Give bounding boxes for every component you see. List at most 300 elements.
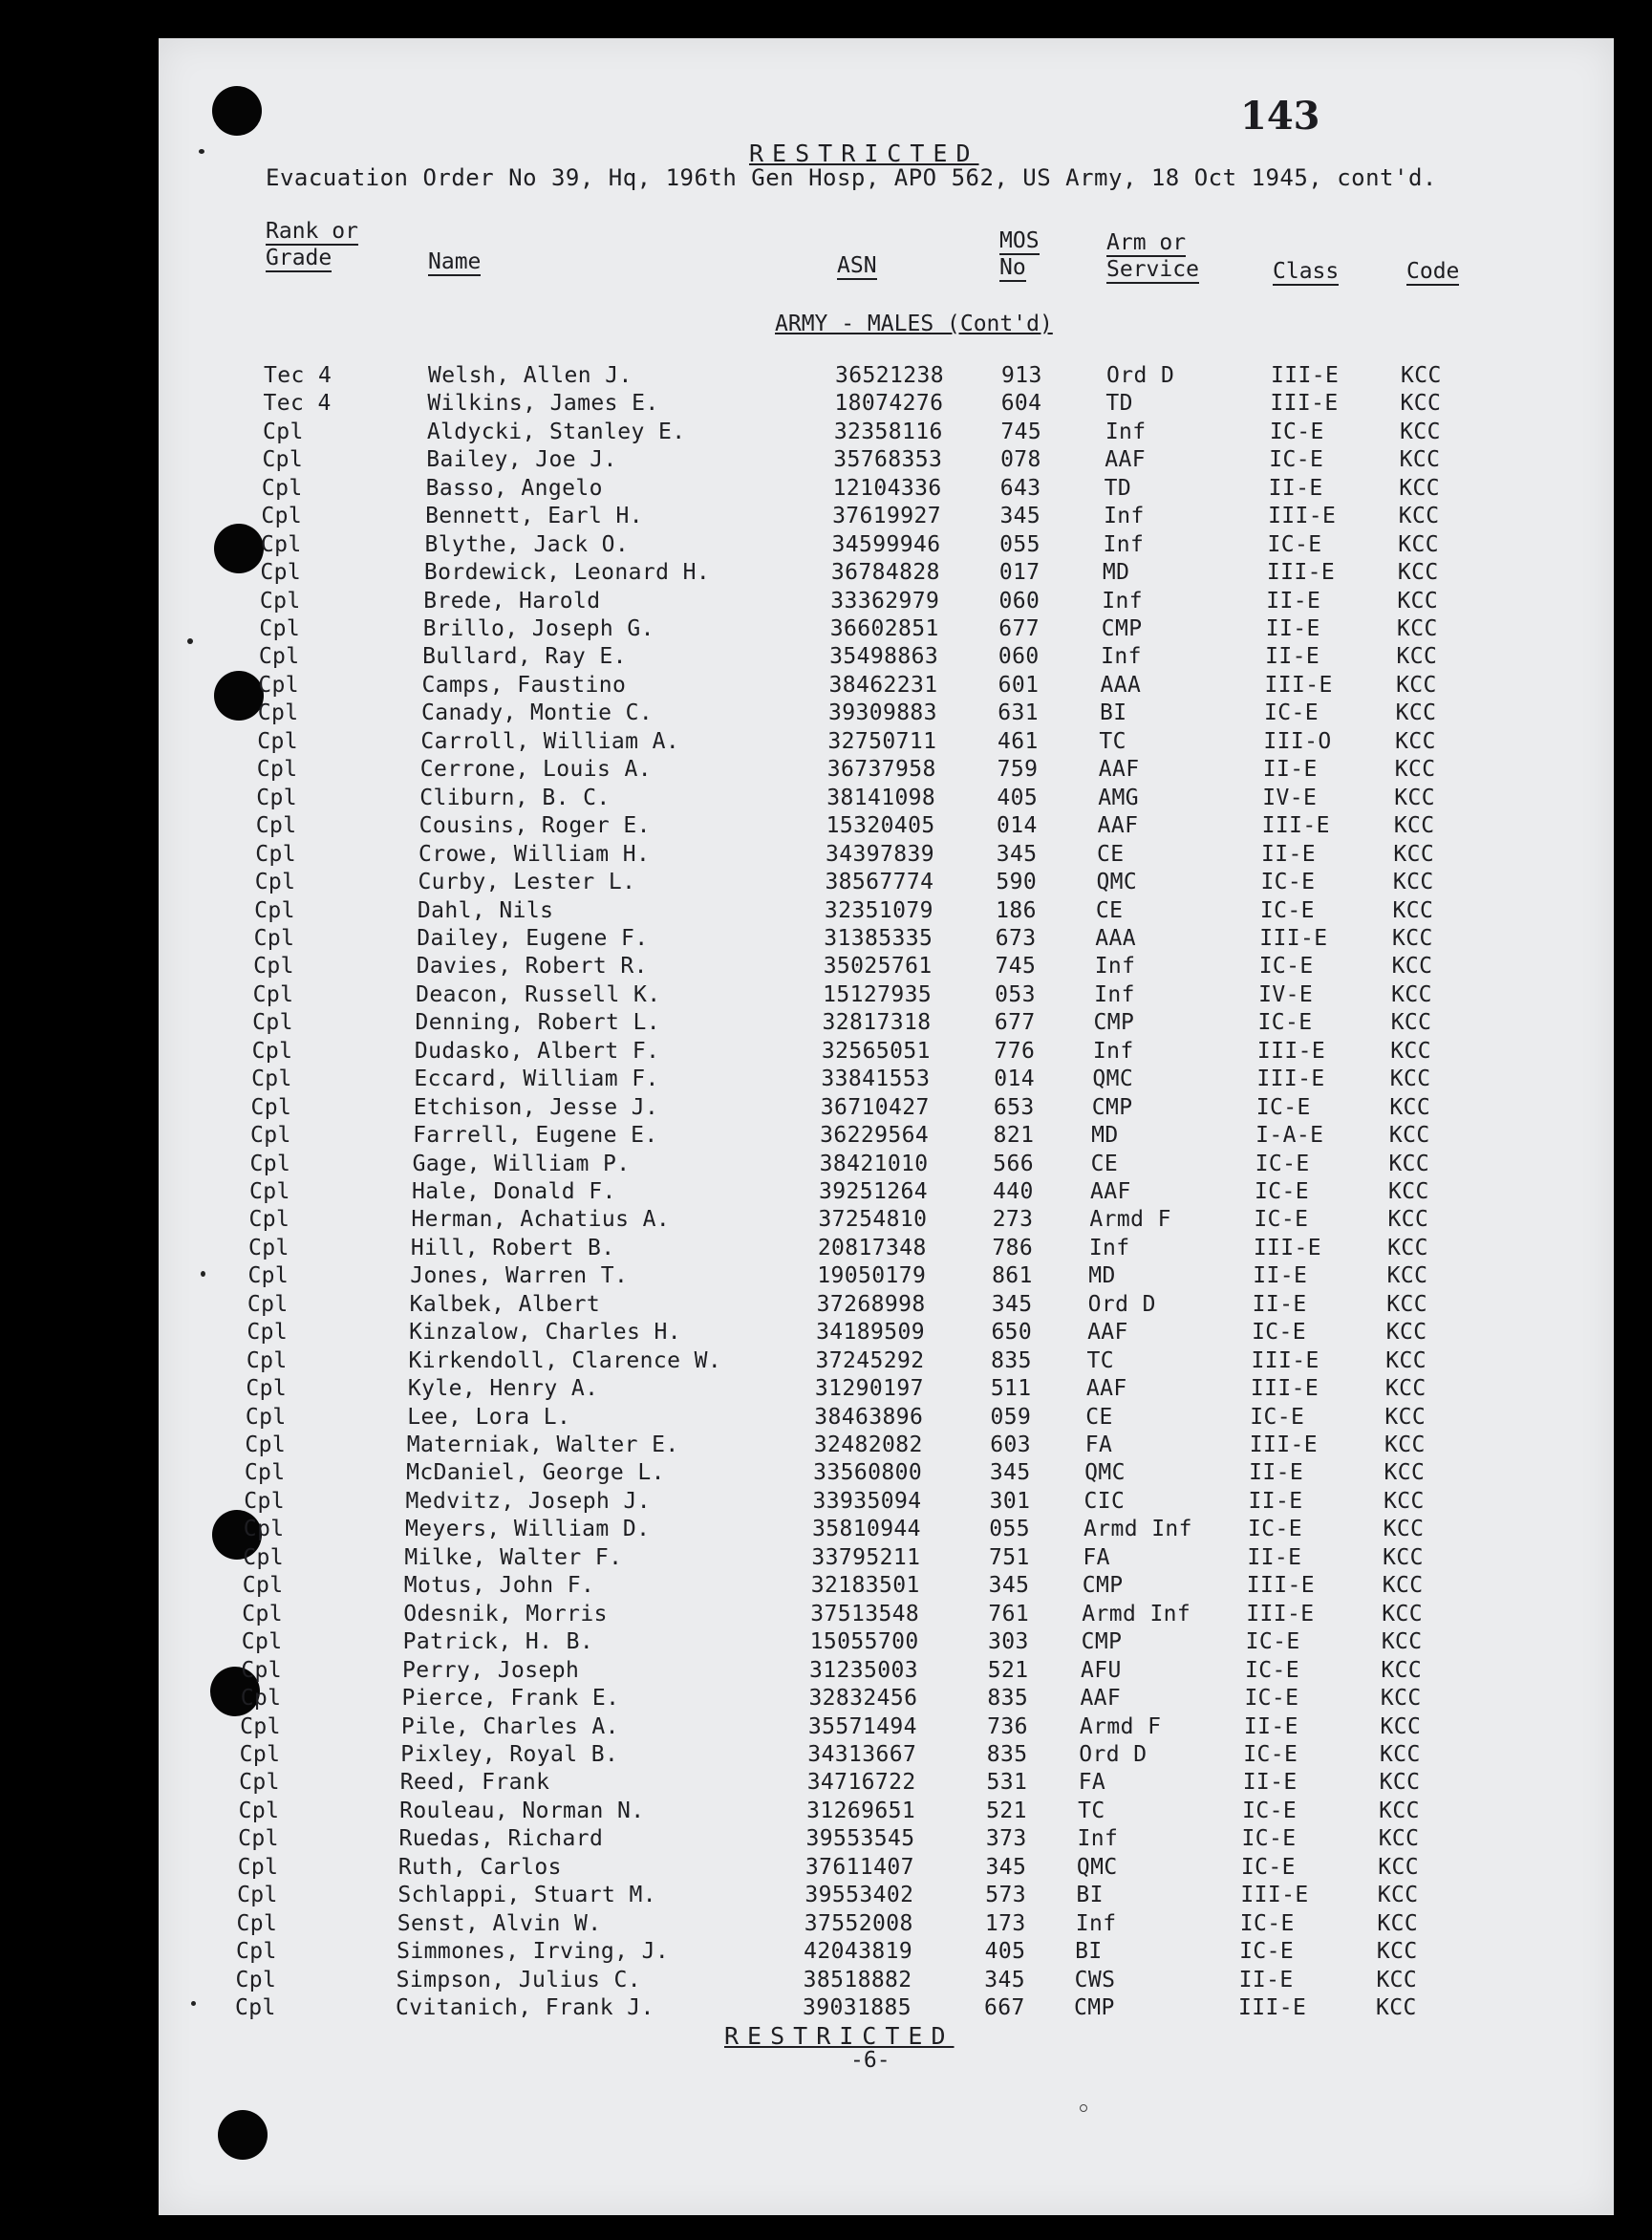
arm-cell: AAF — [1080, 1686, 1122, 1712]
name-cell: McDaniel, George L. — [406, 1460, 665, 1486]
class-cell: IC-E — [1245, 1629, 1300, 1655]
column-header-rank-text: Rank or Grade — [266, 219, 358, 270]
name-cell: Jones, Warren T. — [410, 1263, 629, 1289]
asn-cell: 39553545 — [805, 1826, 915, 1852]
name-cell: Pierce, Frank E. — [401, 1686, 620, 1712]
asn-cell: 15055700 — [809, 1629, 919, 1655]
asn-cell: 38567774 — [825, 870, 934, 895]
mos-cell: 055 — [999, 531, 1041, 557]
rank-cell: Cpl — [257, 728, 299, 754]
code-cell: KCC — [1378, 1826, 1420, 1852]
rank-cell: Cpl — [243, 1544, 285, 1570]
arm-cell: QMC — [1096, 870, 1138, 895]
rank-cell: Cpl — [260, 560, 302, 586]
code-cell: KCC — [1383, 1544, 1424, 1570]
class-cell: III-E — [1246, 1573, 1316, 1599]
class-cell: II-E — [1253, 1263, 1308, 1289]
code-cell: KCC — [1393, 813, 1435, 839]
class-cell: IC-E — [1255, 1179, 1309, 1204]
arm-cell: CE — [1097, 841, 1125, 867]
table-row — [0, 898, 1652, 926]
mos-cell: 603 — [990, 1432, 1031, 1458]
code-cell: KCC — [1389, 1094, 1431, 1120]
asn-cell: 38421010 — [819, 1151, 929, 1176]
arm-cell: AAF — [1085, 1376, 1127, 1402]
code-cell: KCC — [1384, 1376, 1427, 1402]
class-cell: III-E — [1251, 1347, 1319, 1373]
class-cell: IV-E — [1258, 981, 1314, 1007]
asn-cell: 35025761 — [823, 954, 933, 980]
rank-cell: Cpl — [252, 1010, 293, 1036]
code-cell: KCC — [1395, 728, 1436, 754]
arm-cell: AAF — [1087, 1320, 1128, 1346]
table-row — [0, 926, 1652, 954]
table-row — [0, 729, 1652, 757]
name-cell: Meyers, William D. — [404, 1517, 651, 1542]
name-cell: Pile, Charles A. — [400, 1713, 619, 1739]
name-cell: Kirkendoll, Clarence W. — [408, 1347, 722, 1373]
rank-cell: Cpl — [254, 897, 295, 923]
name-cell: Farrell, Eugene E. — [413, 1123, 658, 1149]
name-cell: Aldycki, Stanley E. — [426, 419, 686, 444]
mos-cell: 601 — [998, 672, 1040, 698]
code-cell: KCC — [1398, 531, 1440, 557]
asn-cell: 36521238 — [835, 363, 944, 388]
table-row — [0, 504, 1652, 531]
asn-cell: 31269651 — [806, 1798, 916, 1823]
mos-cell: 014 — [997, 813, 1038, 839]
mos-cell: 405 — [997, 785, 1039, 810]
asn-cell: 37268998 — [816, 1291, 926, 1317]
rank-cell: Cpl — [246, 1376, 288, 1402]
code-cell: KCC — [1386, 1291, 1427, 1317]
mos-cell: 835 — [987, 1686, 1029, 1712]
arm-cell: CMP — [1091, 1094, 1133, 1120]
mos-cell: 751 — [988, 1544, 1030, 1570]
table-row — [0, 1770, 1652, 1798]
name-cell: Milke, Walter F. — [404, 1544, 623, 1570]
class-cell: IC-E — [1250, 1404, 1305, 1430]
class-cell: III-E — [1256, 1066, 1325, 1092]
table-row — [0, 842, 1652, 870]
table-row — [0, 1348, 1652, 1376]
class-cell: III-E — [1268, 504, 1337, 529]
asn-cell: 32750711 — [827, 728, 937, 754]
arm-cell: QMC — [1076, 1854, 1118, 1880]
mos-cell: 014 — [994, 1066, 1035, 1092]
class-cell: IC-E — [1242, 1798, 1298, 1823]
code-cell: KCC — [1387, 1207, 1429, 1233]
rank-cell: Cpl — [239, 1741, 281, 1767]
asn-cell: 32351079 — [824, 897, 933, 923]
class-cell: IC-E — [1269, 447, 1324, 473]
class-cell: III-E — [1246, 1601, 1315, 1626]
table-row — [0, 1460, 1652, 1488]
rank-cell: Cpl — [255, 841, 296, 867]
footer-page-number: -6- — [850, 2048, 890, 2073]
code-cell: KCC — [1396, 672, 1437, 698]
code-cell: KCC — [1397, 588, 1439, 614]
asn-cell: 42043819 — [804, 1939, 913, 1965]
name-cell: Bordewick, Leonard H. — [423, 560, 711, 586]
document-title: Evacuation Order No 39, Hq, 196th Gen Hosp, APO 562, US Army, 18 Oct 1945, cont'd. — [266, 164, 1437, 191]
class-cell: IC-E — [1243, 1741, 1298, 1767]
rank-cell: Cpl — [247, 1263, 290, 1289]
class-cell: II-E — [1243, 1713, 1298, 1739]
mos-cell: 511 — [990, 1376, 1032, 1402]
column-header-class-text: Class — [1273, 259, 1340, 284]
code-cell: KCC — [1399, 447, 1441, 473]
name-cell: Cliburn, B. C. — [419, 785, 611, 810]
name-cell: Carroll, William A. — [420, 728, 680, 754]
asn-cell: 33841553 — [821, 1066, 931, 1092]
asn-cell: 35571494 — [807, 1713, 917, 1739]
mos-cell: 521 — [986, 1798, 1027, 1823]
code-cell: KCC — [1379, 1798, 1420, 1823]
table-row — [0, 1573, 1652, 1601]
mos-cell: 861 — [992, 1263, 1033, 1289]
mos-cell: 345 — [988, 1573, 1030, 1599]
code-cell: KCC — [1380, 1713, 1422, 1739]
code-cell: KCC — [1392, 925, 1433, 951]
table-row — [0, 1039, 1652, 1066]
table-row — [0, 1629, 1652, 1657]
rank-cell: Cpl — [253, 954, 294, 980]
code-cell: KCC — [1382, 1573, 1424, 1599]
arm-cell: BI — [1099, 700, 1127, 726]
code-cell: KCC — [1385, 1347, 1427, 1373]
class-cell: IC-E — [1255, 1094, 1311, 1120]
rank-cell: Tec 4 — [263, 391, 332, 417]
name-cell: Simmones, Irving, J. — [397, 1939, 670, 1965]
table-row — [0, 786, 1652, 813]
table-row — [0, 1010, 1652, 1038]
table-row — [0, 1602, 1652, 1629]
table-row — [0, 673, 1652, 700]
table-row — [0, 1686, 1652, 1713]
class-cell: II-E — [1248, 1488, 1303, 1514]
arm-cell: Inf — [1103, 531, 1145, 557]
arm-cell: Armd Inf — [1082, 1601, 1191, 1626]
mos-cell: 017 — [998, 560, 1041, 586]
asn-cell: 36602851 — [829, 616, 939, 642]
class-cell: III-E — [1264, 672, 1333, 698]
class-cell: III-E — [1270, 391, 1339, 417]
mos-cell: 759 — [997, 757, 1039, 783]
asn-cell: 39031885 — [803, 1995, 912, 2020]
arm-cell: AMG — [1098, 785, 1139, 810]
asn-cell: 31385335 — [824, 925, 933, 951]
class-cell: II-E — [1262, 757, 1318, 783]
table-row — [0, 1798, 1652, 1826]
mos-cell: 650 — [991, 1320, 1033, 1346]
name-cell: Crowe, William H. — [418, 841, 651, 867]
table-row — [0, 1123, 1652, 1151]
arm-cell: TD — [1104, 475, 1132, 501]
table-row — [0, 644, 1652, 672]
asn-cell: 32565051 — [821, 1038, 931, 1064]
class-cell: IC-E — [1258, 954, 1314, 980]
rank-cell: Cpl — [249, 1151, 291, 1176]
code-cell: KCC — [1381, 1657, 1423, 1683]
restricted-footer: RESTRICTED — [724, 2022, 955, 2050]
rank-cell: Cpl — [241, 1657, 282, 1683]
asn-cell: 34716722 — [806, 1770, 916, 1796]
table-row — [0, 1263, 1652, 1291]
code-cell: KCC — [1384, 1404, 1427, 1430]
mos-cell: 631 — [998, 700, 1040, 726]
column-header-asn-text: ASN — [837, 253, 877, 278]
asn-cell: 39251264 — [819, 1179, 928, 1204]
name-cell: Patrick, H. B. — [402, 1629, 594, 1655]
class-cell: IC-E — [1245, 1657, 1300, 1683]
table-row — [0, 870, 1652, 897]
asn-cell: 38463896 — [814, 1404, 924, 1430]
class-cell: II-E — [1242, 1770, 1298, 1796]
rank-cell: Cpl — [262, 419, 304, 444]
mos-cell: 913 — [1001, 363, 1042, 388]
asn-cell: 34313667 — [807, 1741, 917, 1767]
arm-cell: Inf — [1094, 981, 1135, 1007]
section-title: ARMY - MALES (Cont'd) — [775, 312, 1053, 336]
rank-cell: Tec 4 — [264, 363, 333, 388]
class-cell: IC-E — [1269, 419, 1324, 444]
mos-cell: 059 — [990, 1404, 1032, 1430]
arm-cell: TD — [1105, 391, 1133, 417]
name-cell: Bullard, Ray E. — [422, 644, 627, 670]
asn-cell: 37513548 — [810, 1601, 920, 1626]
name-cell: Hill, Robert B. — [410, 1235, 615, 1260]
class-cell: II-E — [1268, 475, 1323, 501]
mos-cell: 573 — [985, 1883, 1026, 1908]
name-cell: Camps, Faustino — [421, 672, 627, 698]
table-row — [0, 1432, 1652, 1460]
mos-cell: 821 — [993, 1123, 1035, 1149]
code-cell: KCC — [1388, 1179, 1429, 1204]
mos-cell: 078 — [1000, 447, 1041, 473]
asn-cell: 37619927 — [832, 504, 942, 529]
mos-cell: 303 — [988, 1629, 1029, 1655]
mos-cell: 761 — [988, 1601, 1030, 1626]
name-cell: Wilkins, James E. — [427, 391, 659, 417]
asn-cell: 33935094 — [812, 1488, 922, 1514]
class-cell: III-E — [1271, 363, 1340, 388]
asn-cell: 31290197 — [814, 1376, 924, 1402]
rank-cell: Cpl — [258, 672, 300, 698]
arm-cell: Inf — [1102, 588, 1144, 614]
arm-cell: Inf — [1104, 504, 1145, 529]
class-cell: III-E — [1249, 1432, 1318, 1458]
asn-cell: 37552008 — [804, 1910, 913, 1936]
name-cell: Ruedas, Richard — [398, 1826, 604, 1852]
class-cell: IC-E — [1239, 1939, 1295, 1965]
rank-cell: Cpl — [238, 1798, 280, 1823]
class-cell: III-E — [1256, 1038, 1326, 1064]
asn-cell: 35768353 — [833, 447, 943, 473]
rank-cell: Cpl — [242, 1573, 284, 1599]
class-cell: IC-E — [1239, 1910, 1295, 1936]
code-cell: KCC — [1392, 897, 1434, 923]
class-cell: IC-E — [1259, 897, 1315, 923]
mos-cell: 776 — [994, 1038, 1036, 1064]
rank-cell: Cpl — [236, 1910, 278, 1936]
class-cell: IC-E — [1260, 870, 1316, 895]
code-cell: KCC — [1379, 1770, 1421, 1796]
mos-cell: 677 — [994, 1010, 1036, 1036]
page-number: 143 — [1240, 94, 1320, 139]
table-row — [0, 532, 1652, 560]
table-row — [0, 447, 1652, 475]
mos-cell: 835 — [986, 1741, 1028, 1767]
class-cell: II-E — [1265, 616, 1320, 642]
class-cell: III-E — [1266, 560, 1336, 586]
class-cell: III-E — [1259, 925, 1328, 951]
arm-cell: CE — [1090, 1151, 1119, 1176]
code-cell: KCC — [1390, 1010, 1432, 1036]
name-cell: Dahl, Nils — [417, 897, 554, 923]
asn-cell: 32817318 — [822, 1010, 932, 1036]
mos-cell: 273 — [992, 1207, 1034, 1233]
table-row — [0, 1939, 1652, 1967]
table-row — [0, 1207, 1652, 1235]
rank-cell: Cpl — [242, 1601, 283, 1626]
arm-cell: AAF — [1105, 447, 1146, 473]
code-cell: KCC — [1385, 1320, 1427, 1346]
table-row — [0, 982, 1652, 1010]
class-cell: III-E — [1253, 1235, 1322, 1260]
class-cell: IV-E — [1262, 785, 1318, 810]
rank-cell: Cpl — [240, 1686, 282, 1712]
code-cell: KCC — [1387, 1235, 1428, 1260]
rank-cell: Cpl — [244, 1460, 286, 1486]
arm-cell: Ord D — [1079, 1741, 1148, 1767]
rank-cell: Cpl — [256, 757, 298, 783]
class-cell: II-E — [1252, 1291, 1307, 1317]
arm-cell: Ord D — [1106, 363, 1175, 388]
rank-cell: Cpl — [245, 1432, 287, 1458]
rank-cell: Cpl — [261, 504, 303, 529]
class-cell: IC-E — [1240, 1854, 1296, 1880]
rank-cell: Cpl — [247, 1320, 289, 1346]
rank-cell: Cpl — [250, 1123, 291, 1149]
name-cell: Etchison, Jesse J. — [413, 1094, 659, 1120]
restricted-header: RESTRICTED — [749, 140, 979, 167]
rank-cell: Cpl — [247, 1235, 290, 1260]
table-row — [0, 1545, 1652, 1573]
name-cell: Herman, Achatius A. — [411, 1207, 671, 1233]
table-row — [0, 420, 1652, 447]
table-row — [0, 1066, 1652, 1094]
table-row — [0, 1658, 1652, 1686]
mos-cell: 373 — [985, 1826, 1027, 1852]
arm-cell: AAF — [1090, 1179, 1131, 1204]
table-row — [0, 1320, 1652, 1347]
code-cell: KCC — [1376, 1995, 1417, 2020]
class-cell: II-E — [1247, 1544, 1302, 1570]
mos-cell: 060 — [998, 644, 1040, 670]
arm-cell: Inf — [1088, 1235, 1130, 1260]
class-cell: IC-E — [1257, 1010, 1313, 1036]
rank-cell: Cpl — [248, 1207, 290, 1233]
arm-cell: AAF — [1098, 757, 1140, 783]
name-cell: Odesnik, Morris — [403, 1601, 608, 1626]
arm-cell: Armd F — [1079, 1713, 1162, 1739]
name-cell: Cvitanich, Frank J. — [396, 1995, 654, 2020]
mos-cell: 405 — [984, 1939, 1026, 1965]
arm-cell: Inf — [1077, 1826, 1119, 1852]
rank-cell: Cpl — [239, 1770, 280, 1796]
table-row — [0, 616, 1652, 644]
arm-cell: Inf — [1101, 644, 1142, 670]
rank-cell: Cpl — [262, 447, 304, 473]
column-header-arm-text: Arm or Service — [1106, 230, 1199, 282]
mos-cell: 345 — [989, 1460, 1031, 1486]
arm-cell: TC — [1078, 1798, 1105, 1823]
class-cell: IC-E — [1255, 1151, 1310, 1176]
mos-cell: 745 — [1000, 419, 1042, 444]
arm-cell: MD — [1088, 1263, 1116, 1289]
rank-cell: Cpl — [241, 1629, 283, 1655]
column-header-code-text: Code — [1406, 259, 1460, 284]
asn-cell: 15320405 — [826, 813, 935, 839]
arm-cell: FA — [1078, 1770, 1106, 1796]
rank-cell: Cpl — [252, 981, 294, 1007]
name-cell: Materniak, Walter E. — [406, 1432, 679, 1458]
mos-cell: 345 — [985, 1854, 1027, 1880]
arm-cell: BI — [1076, 1883, 1104, 1908]
table-row — [0, 391, 1652, 419]
table-row — [0, 1855, 1652, 1883]
arm-cell: MD — [1102, 560, 1130, 586]
mos-cell: 060 — [998, 588, 1041, 614]
class-cell: IC-E — [1267, 531, 1322, 557]
asn-cell: 36229564 — [820, 1123, 930, 1149]
arm-cell: AAA — [1095, 925, 1137, 951]
mos-cell: 345 — [991, 1291, 1033, 1317]
table-row — [0, 1095, 1652, 1123]
arm-cell: TC — [1099, 728, 1126, 754]
name-cell: Kalbek, Albert — [409, 1291, 601, 1317]
code-cell: KCC — [1401, 363, 1442, 388]
rank-cell: Cpl — [237, 1854, 279, 1880]
name-cell: Ruth, Carlos — [397, 1854, 562, 1880]
name-cell: Welsh, Allen J. — [428, 363, 633, 388]
name-cell: Dudasko, Albert F. — [414, 1038, 660, 1064]
name-cell: Cerrone, Louis A. — [419, 757, 652, 783]
asn-cell: 38518882 — [803, 1967, 912, 1992]
asn-cell: 35810944 — [811, 1517, 921, 1542]
asn-cell: 18074276 — [834, 391, 944, 417]
name-cell: Blythe, Jack O. — [424, 531, 630, 557]
rank-cell: Cpl — [251, 1066, 292, 1092]
arm-cell: Ord D — [1087, 1291, 1156, 1317]
rank-cell: Cpl — [257, 700, 299, 726]
table-row — [0, 1405, 1652, 1432]
name-cell: Pixley, Royal B. — [400, 1741, 619, 1767]
arm-cell: BI — [1075, 1939, 1103, 1965]
rank-cell: Cpl — [235, 1967, 277, 1992]
arm-cell: Inf — [1075, 1910, 1117, 1936]
arm-cell: Inf — [1094, 954, 1136, 980]
table-row — [0, 1179, 1652, 1207]
arm-cell: CMP — [1081, 1629, 1123, 1655]
mos-cell: 440 — [993, 1179, 1034, 1204]
name-cell: Bailey, Joe J. — [426, 447, 617, 473]
code-cell: KCC — [1382, 1601, 1424, 1626]
name-cell: Perry, Joseph — [402, 1657, 580, 1683]
asn-cell: 36737958 — [826, 757, 936, 783]
name-cell: Motus, John F. — [403, 1573, 595, 1599]
